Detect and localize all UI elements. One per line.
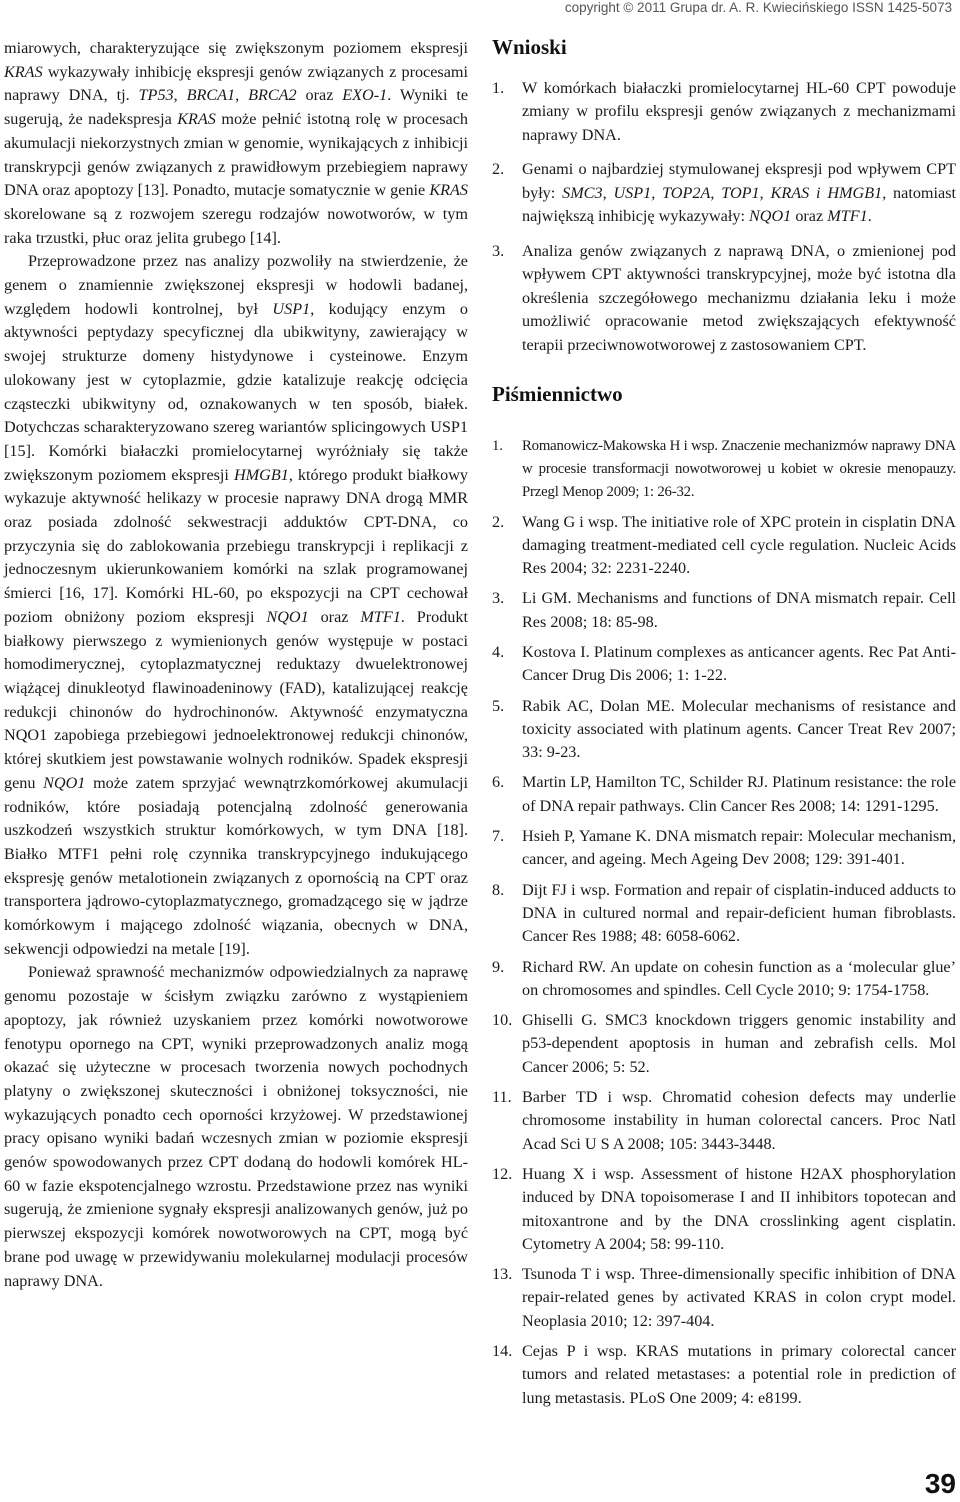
reference-text: Hsieh P, Yamane K. DNA mismatch repair: Molecular mechanism, cancer, and ageing. Mech Ageing Dev 2008; 129: 391-401. [522,827,956,869]
conclusions-heading: Wnioski [492,35,567,59]
item-text: Genami o najbardziej stymulowanej ekspresji pod wpływem CPT były: SMC3, USP1, TOP2A, TOP1, KRAS i HMGB1, natomiast największą inhibicję wykazywały: NQO1 oraz MTF1. [522,160,957,225]
reference-item [492,641,956,688]
reference-text: Wang G i wsp. The initiative role of XPC protein in cisplatin DNA damaging treatment-mediated cell cycle regulation. Nucleic Acids Res 2004; 32: 2231-2240. [522,512,956,578]
right-column [492,36,956,1417]
item-number: 2. [492,512,505,531]
item-number: 8. [492,880,505,899]
reference-item [492,879,956,949]
reference-item [492,771,956,818]
item-number: 14. [492,1342,513,1360]
italic-term: USP1 [272,299,311,318]
item-number: 3. [492,241,505,260]
italic-term: NQO1 [43,773,86,792]
italic-term: KRAS [177,110,216,129]
reference-text: Tsunoda T i wsp. Three-dimensionally specific inhibition of DNA repair-related genes by activated KRAS in colon crypt model. Neoplasia 2010; 12: 397-404. [522,1265,956,1330]
conclusion-item [492,240,956,358]
reference-text: Dijt FJ i wsp. Formation and repair of cisplatin-induced adducts to DNA in cultured normal and repair-deficient human fibroblasts. Cancer Res 1988; 48: 6058-6062. [522,880,956,946]
italic-term: USP1 [613,183,652,202]
italic-term: i HMGB1 [816,183,883,202]
paragraph: Przeprowadzone przez nas analizy pozwoliły na stwierdzenie, że genem o znamiennie zwiększonej ekspresji w hodowli badanej, względem hodowli kontrolnej, był USP1, kodujący enzym o aktywności peptydazy specyficznej dla ubikwityny, zawierający w swojej strukturze domeny histydynowe i cysteinowe. Enzym ulokowany jest w cytoplazmie, gdzie katalizuje reakcję odcięcia cząsteczki ubikwityny od, oznakowanych w ten sposób, białek. Dotychczas scharakteryzowano szereg wariantów splicingowych USP1 [15]. Komórki białaczki promielocytarnej wyróżniały się także zwiększonym poziomem ekspresji HMGB1, którego produkt białkowy wykazuje aktywność helikazy w procesie naprawy DNA drogą MMR oraz posiada zdolność sekwestracji adduktów CPT-DNA, co przyczynia się do zablokowania przebiegu transkrypcji i replikacji z jednoczesnym ukierunkowaniem komórki na szlak programowanej śmierci [16, 17]. Komórki HL-60, po ekspozycji na CPT cechował poziom obniżony poziom ekspresji NQO1 oraz MTF1. Produkt białkowy pierwszego z wymienionych genów występuje w postaci homodimerycznej, cytoplazmatycznej reduktazy dwuelektronowej wiążącej dinukleotyd flawinoadeninowy (FAD), katalizującej reakcję redukcji chinonów do hydrochinonów. Aktywność enzymatyczna NQO1 zapobiega przebiegowi jednoelektronowej redukcji chinonów, której skutkiem jest powstawanie wolnych rodników. Spadek ekspresji genu NQO1 może zatem sprzyjać wewnątrzkomórkowej akumulacji rodników, które posiadają potencjalną zdolność generowania uszkodzeń wszystkich struktur komórkowych, w tym DNA [18]. Białko MTF1 pełni rolę czynnika transkrypcyjnego indukującego ekspresję genów metalotionein związanych z opornością na CPT oraz transportera jądrowo-cytoplazmatycznego, gromadzącego się w jądrze komórkowym i mającego zdolność wiązania, obecnych w DNA, sekwencji odpowiedzi na metale [19]. [4,252,468,958]
italic-term: MTF1 [360,607,401,626]
italic-term: SMC3 [562,183,603,202]
item-number: 7. [492,827,505,846]
italic-term: KRAS [4,62,43,81]
italic-term: TP53 [138,86,174,105]
reference-text: Richard RW. An update on cohesin function as a ‘molecular glue’ on chromosomes and spindles. Cell Cycle 2010; 9: 1754-1758. [522,957,956,999]
italic-term: TOP1 [721,183,760,202]
italic-term: NQO1 [749,207,792,225]
item-number: 10. [492,1011,513,1030]
reference-text: Li GM. Mechanisms and functions of DNA mismatch repair. Cell Res 2008; 18: 85-98. [522,589,956,631]
item-number: 4. [492,642,505,661]
reference-item [492,1009,956,1079]
page-number: 39 [924,1468,956,1499]
reference-item [492,825,956,872]
reference-item [492,1263,956,1333]
item-text: W komórkach białaczki promielocytarnej HL-60 CPT powoduje zmiany w profilu ekspresji genów związanych z mechanizmami naprawy DNA. [522,78,956,144]
paragraph: Ponieważ sprawność mechanizmów odpowiedzialnych za naprawę genomu pozostaje w ścisłym związku zarówno z wystąpieniem apoptozy, jak również uzyskaniem przez komórki nowotworowe fenotypu opornego na CPT, wyniki przeprowadzonych analiz mogą okazać się użyteczne w procesach tworzenia nowych pochodnych platyny o zwiększonej skuteczności i obniżonej toksyczności, nie wykazujących ponadto cech oporności krzyżowej. W przedstawionej pracy opisano wyniki badań wczesnych zmian w poziomie ekspresji genów spowodowanych przez CPT dodaną do hodowli komórek HL-60 w fazie ekspotencjalnego wzrostu. Przedstawione przez nas wyniki sugerują, że zmienione sygnały ekspresji analizowanych genów, już po pierwszej ekspozycji komórek nowotworowych na CPT, mogą być brane pod uwagę w przewidywaniu molekularnej modulacji procesów naprawy DNA. [4,963,468,1290]
copyright-notice: copyright © 2011 Grupa dr. A. R. Kwiecińskiego ISSN 1425-5073 [564,0,952,15]
conclusion-item [492,77,956,148]
reference-text: Romanowicz-Makowska H i wsp. Znaczenie mechanizmów naprawy DNA w procesie transformacji nowotworowej u kobiet w okresie menopauzy. Przegl Menop 2009; 1: 26-32. [522,437,956,500]
conclusions-list [492,77,956,358]
item-text: Analiza genów związanych z naprawą DNA, o zmienionej pod wpływem CPT aktywności transkrypcyjnej, może być istotna dla określenia szczegółowego mechanizmu działania leku i może umożliwić opracowanie metod zwiększających efektywność terapii przeciwnowotworowej z zastosowaniem CPT. [522,241,956,354]
italic-term: BRCA2 [248,86,297,105]
left-column [4,37,468,1293]
italic-term: KRAS [770,183,810,202]
reference-item [492,1086,956,1156]
item-number: 3. [492,589,505,608]
italic-term: TOP2A [662,183,711,202]
reference-text: Ghiselli G. SMC3 knockdown triggers genomic instability and p53-dependent apoptosis in human and zebrafish cells. Mol Cancer 2006; 5: 52. [522,1011,956,1076]
reference-text: Huang X i wsp. Assessment of histone H2AX phosphorylation induced by DNA topoisomerase I and II inhibitors topotecan and mitoxantrone and by the DNA crosslinking agent cisplatin. Cytometry A 2004; 58: 99-110. [522,1164,956,1253]
item-number: 9. [492,957,505,976]
italic-term: NQO1 [266,607,309,626]
references-list [492,435,956,1410]
conclusion-item [492,158,956,229]
reference-text: Barber TD i wsp. Chromatid cohesion defects may underlie chromosome instability in human colorectal cancers. Proc Natl Acad Sci U S A 2008; 105: 3443-3448. [522,1088,956,1153]
reference-item [492,956,956,1003]
italic-term: KRAS [429,181,468,200]
reference-text: Rabik AC, Dolan ME. Molecular mechanisms of resistance and toxicity associated with platinum agents. Cancer Treat Rev 2007; 33: 9-23. [522,696,956,762]
item-number: 11. [492,1088,512,1107]
item-number: 6. [492,773,505,792]
item-number: 13. [492,1265,513,1284]
reference-text: Cejas P i wsp. KRAS mutations in primary colorectal cancer tumors and related metastases: a potential role in prediction of lung metastasis. PLoS One 2009; 4: e8199. [522,1342,956,1407]
italic-term: MTF1 [827,207,868,225]
reference-item [492,1163,956,1256]
reference-item [492,587,956,634]
references-heading: Piśmiennictwo [492,382,623,406]
item-number: 5. [492,696,505,715]
reference-item [492,1340,956,1410]
reference-item [492,435,956,504]
reference-item [492,695,956,765]
paragraph: miarowych, charakteryzujące się zwiększonym poziomem ekspresji KRAS wykazywały inhibicję ekspresji genów związanych z procesami naprawy DNA, tj. TP53, BRCA1, BRCA2 oraz EXO-1. Wyniki te sugerują, że nadekspresja KRAS może pełnić istotną rolę w procesach akumulacji niekorzystnych zmian w genomie, wynikających z inhibicji transkrypcji genów związanych z prawidłowym przebiegiem naprawy DNA oraz apoptozy [13]. Ponadto, mutacje somatycznie w genie KRAS skorelowane są z rozwojem szeregu rodzajów nowotworów, w tym raka trzustki, płuc oraz jelita grubego [14]. [4,39,469,247]
item-number: 2. [492,160,505,178]
reference-text: Kostova I. Platinum complexes as anticancer agents. Rec Pat Anti-Cancer Drug Dis 2006; 1: 1-22. [522,642,956,685]
italic-term: BRCA1 [186,86,236,105]
italic-term: EXO-1 [342,86,388,105]
reference-item [492,511,956,581]
item-number: 12. [492,1164,513,1183]
reference-text: Martin LP, Hamilton TC, Schilder RJ. Platinum resistance: the role of DNA repair pathways. Clin Cancer Res 2008; 14: 1291-1295. [522,773,957,815]
item-number: 1. [492,437,503,454]
item-number: 1. [492,78,505,97]
italic-term: HMGB1 [233,465,289,484]
